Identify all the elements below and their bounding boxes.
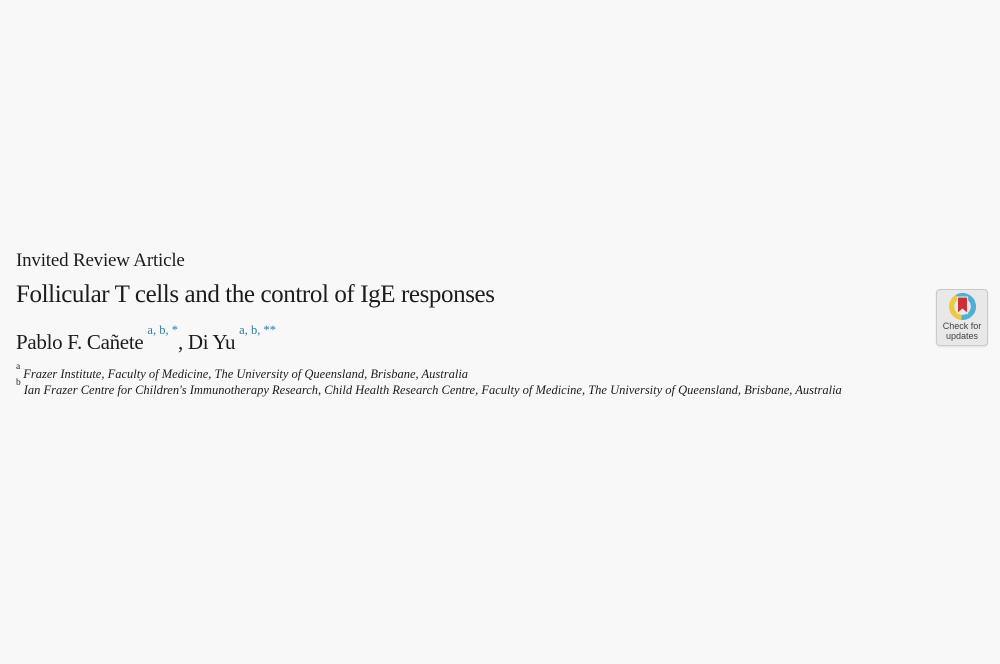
author-2-affiliation-sup[interactable]: a, b, ** [239,323,276,337]
check-for-updates-badge[interactable] [936,289,988,346]
affiliations-block [16,361,852,398]
author-line [16,323,276,357]
check-badge-label: Check for updates [942,321,982,341]
affiliation-a [16,361,852,382]
affiliation-b-text: Ian Frazer Centre for Children's Immunotherapy Research, Child Health Research Centre, Faculty of Medicine, The University of Queensland, Brisbane, Australia [23,383,842,397]
affiliation-b-sup: b [16,377,21,388]
affiliation-a-text: Frazer Institute, Faculty of Medicine, The University of Queensland, Brisbane, Australia [23,367,469,381]
author-1-affiliation-sup[interactable]: a, b, * [147,323,178,337]
article-title: Follicular T cells and the control of IgE responses [16,281,495,308]
affiliation-b [16,377,852,398]
author-name-1[interactable]: Pablo F. Cañete [16,330,144,354]
author-separator: , [177,330,183,354]
crossmark-icon [949,293,976,320]
affiliation-a-sup: a [16,361,21,372]
author-name-2[interactable]: Di Yu [187,330,236,354]
article-type-label: Invited Review Article [16,250,185,271]
